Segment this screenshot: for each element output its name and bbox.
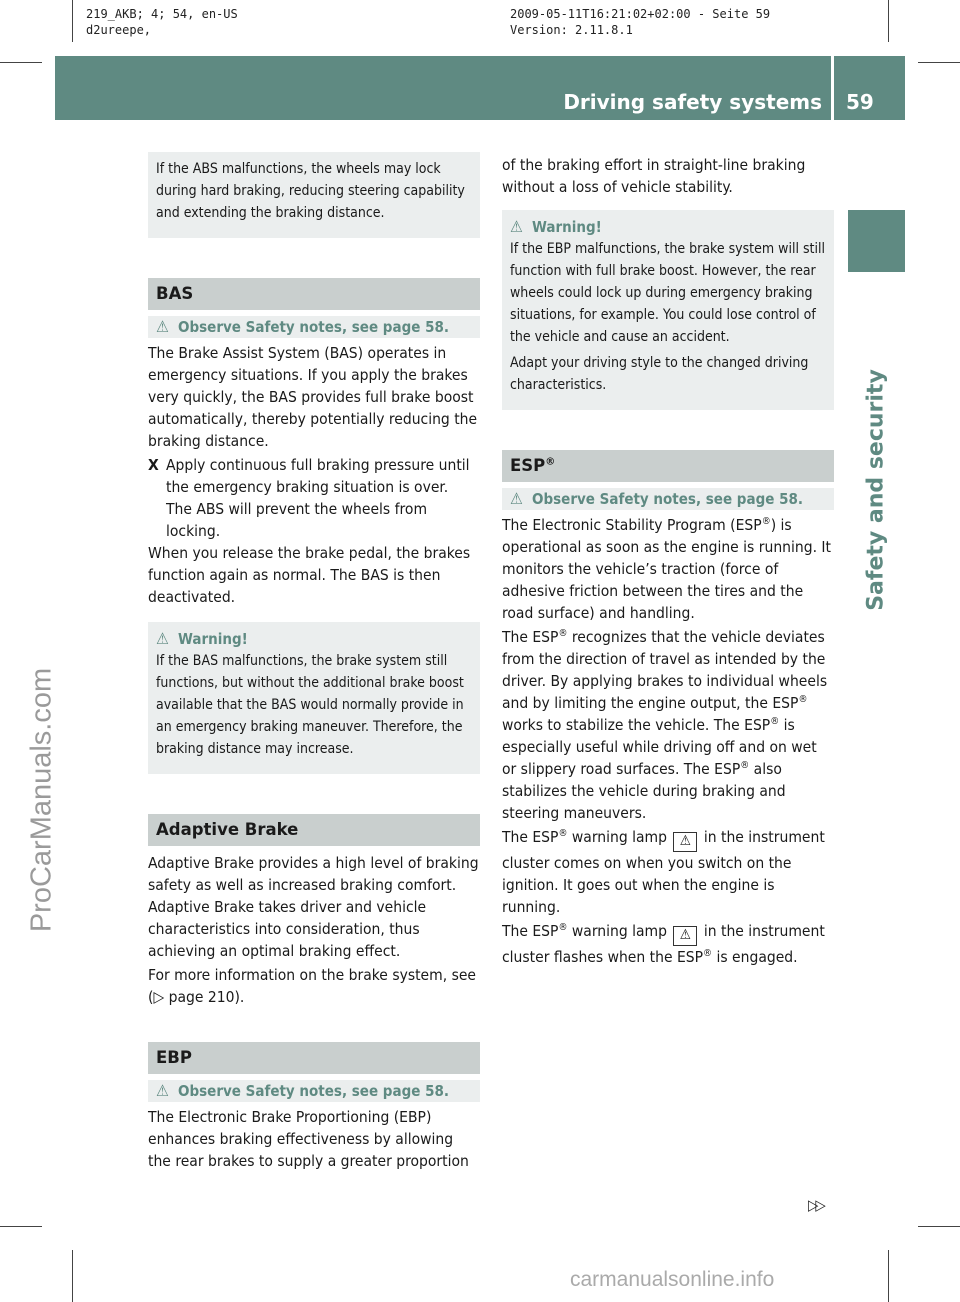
crop-mark xyxy=(0,62,42,63)
warning-triangle-icon: ⚠ xyxy=(156,317,169,336)
chapter-label: Safety and security xyxy=(863,369,889,611)
crop-mark xyxy=(888,1250,889,1302)
print-meta-left xyxy=(86,6,238,38)
esp-paragraph-2 xyxy=(502,626,834,824)
esp-safety-text: Observe Safety notes, see page 58. xyxy=(532,490,803,508)
bas-warning-box xyxy=(148,622,480,774)
esp-p4-part-d: is engaged. xyxy=(712,948,798,966)
bas-step-1 xyxy=(148,454,480,542)
ebp-warning-box xyxy=(502,210,834,410)
side-watermark: ProCarManuals.com xyxy=(25,667,58,933)
ebp-paragraph-1: The Electronic Brake Proportioning (EBP) enhances braking effectiveness by allowing the rear brakes to supply a greater proportion xyxy=(148,1108,469,1170)
step-arrow-icon: X xyxy=(148,456,159,474)
registered-mark: ® xyxy=(703,947,713,959)
page-reference-link[interactable]: ▷ page 210 xyxy=(153,988,235,1006)
section-heading-adaptive-brake: Adaptive Brake xyxy=(148,814,480,846)
crop-mark xyxy=(0,1226,42,1227)
ebp-warning-title xyxy=(510,216,826,238)
crop-mark xyxy=(888,0,889,42)
chapter-tab xyxy=(848,210,905,272)
ebp-safety-text: Observe Safety notes, see page 58. xyxy=(178,1082,449,1100)
adaptive-brake-p2-suffix: ). xyxy=(234,988,245,1006)
registered-mark: ® xyxy=(558,627,568,639)
esp-p2-part-e: also stabilizes the vehicle during braking and steering maneuvers. xyxy=(502,760,786,822)
esp-p2-part-d: is especially useful while driving off and on wet or slippery road surfaces. The ESP xyxy=(502,716,817,778)
header-divider xyxy=(831,56,834,120)
esp-p4-part-c: in the instrument cluster flashes when the ESP xyxy=(502,922,825,966)
section-heading-bas: BAS xyxy=(148,278,480,310)
continued-arrows-icon: ▷▷ xyxy=(808,1196,823,1214)
abs-note-box xyxy=(148,152,480,238)
print-meta-right-line2: Version: 2.11.8.1 xyxy=(510,23,633,37)
warning-triangle-icon: ⚠ xyxy=(156,629,169,648)
registered-mark: ® xyxy=(798,693,808,705)
print-meta-right-line1: 2009-05-11T16:21:02+02:00 - Seite 59 xyxy=(510,7,771,21)
crop-mark xyxy=(72,0,73,42)
crop-mark xyxy=(918,62,960,63)
section-heading-esp xyxy=(502,450,834,482)
registered-mark: ® xyxy=(770,715,780,727)
page-number: 59 xyxy=(846,90,874,114)
section-heading-ebp: EBP xyxy=(148,1042,480,1074)
footer-watermark: carmanualsonline.info xyxy=(570,1268,775,1291)
bas-warning-text: If the BAS malfunctions, the brake system still functions, but without the additional brake boost available that the BAS would normally provide in an emergency braking maneuver. Therefore, the braking distance may increase. xyxy=(156,653,464,757)
esp-p3-part-c: in the instrument cluster comes on when you switch on the ignition. It goes out when the engine is running. xyxy=(502,828,825,916)
registered-mark: ® xyxy=(558,921,568,933)
bas-step-1-result: The ABS will prevent the wheels from locking. xyxy=(166,500,428,540)
ebp-safety-note xyxy=(148,1080,480,1102)
ebp-warning-text-1: If the EBP malfunctions, the brake system will still function with full brake boost. However, the rear wheels could lock up during emergency braking situations, for example. You could lose control of the vehicle and cause an accident. xyxy=(510,241,825,345)
warning-triangle-icon: ⚠ xyxy=(510,489,523,508)
esp-paragraph-4 xyxy=(502,920,834,968)
esp-warning-lamp-icon: ⚠ xyxy=(673,832,697,852)
print-meta-right xyxy=(510,6,770,38)
esp-p3-part-b: warning lamp xyxy=(567,828,667,846)
esp-safety-note xyxy=(502,488,834,510)
crop-mark xyxy=(918,1226,960,1227)
esp-p1-part-a: The Electronic Stability Program (ESP xyxy=(502,516,762,534)
esp-p4-part-b: warning lamp xyxy=(567,922,667,940)
bas-paragraph-2: When you release the brake pedal, the brakes function again as normal. The BAS is then deactivated. xyxy=(148,544,471,606)
esp-paragraph-3 xyxy=(502,826,834,918)
abs-note-text: If the ABS malfunctions, the wheels may lock during hard braking, reducing steering capability and extending the braking distance. xyxy=(156,161,465,221)
print-meta-left-line1: 219_AKB; 4; 54, en-US xyxy=(86,7,238,21)
print-meta-left-line2: d2ureepe, xyxy=(86,23,152,37)
esp-p2-part-c: works to stabilize the vehicle. The ESP xyxy=(502,716,771,734)
esp-p1-part-b: ) is operational as soon as the engine is running. It monitors the vehicle’s traction (force of adhesive friction between the tires and the road surface) and handling. xyxy=(502,516,831,622)
ebp-warning-title-text: Warning! xyxy=(532,218,602,236)
crop-mark xyxy=(72,1250,73,1302)
bas-warning-title xyxy=(156,628,472,650)
bas-paragraph-1: The Brake Assist System (BAS) operates in emergency situations. If you apply the brakes very quickly, the BAS provides full brake boost automatically, thereby potentially reducing the braking distance. xyxy=(148,344,478,450)
esp-p3-part-a: The ESP xyxy=(502,828,559,846)
esp-paragraph-1 xyxy=(502,514,834,624)
bas-safety-text: Observe Safety notes, see page 58. xyxy=(178,318,449,336)
bas-step-1-text: Apply continuous full braking pressure until the emergency braking situation is over. xyxy=(166,456,470,496)
registered-mark: ® xyxy=(740,759,750,771)
adaptive-brake-p2-prefix: For more information on the brake system, see ( xyxy=(148,966,477,1006)
registered-mark: ® xyxy=(558,827,568,839)
ebp-paragraph-1-continued: of the braking effort in straight-line braking without a loss of vehicle stability. xyxy=(502,156,806,196)
warning-triangle-icon: ⚠ xyxy=(510,217,523,236)
adaptive-brake-paragraph-2 xyxy=(148,964,480,1008)
page-title: Driving safety systems xyxy=(563,90,822,114)
esp-p2-part-a: The ESP xyxy=(502,628,559,646)
ebp-warning-text-2: Adapt your driving style to the changed driving characteristics. xyxy=(510,355,809,393)
registered-mark: ® xyxy=(545,456,556,468)
esp-heading-text: ESP xyxy=(510,456,546,475)
right-column xyxy=(502,154,834,970)
warning-triangle-icon: ⚠ xyxy=(156,1081,169,1100)
esp-p4-part-a: The ESP xyxy=(502,922,559,940)
esp-p2-part-b: recognizes that the vehicle deviates from the direction of travel as intended by the driver. By applying brakes to individual wheels and by limiting the engine output, the ESP xyxy=(502,628,828,712)
esp-warning-lamp-icon: ⚠ xyxy=(673,926,697,946)
registered-mark: ® xyxy=(761,515,771,527)
bas-safety-note xyxy=(148,316,480,338)
bas-warning-title-text: Warning! xyxy=(178,630,248,648)
adaptive-brake-paragraph-1: Adaptive Brake provides a high level of braking safety as well as increased braking comfort. Adaptive Brake takes driver and vehicle characteristics into consideration, thus achieving an optimal braking effect. xyxy=(148,854,479,960)
left-column xyxy=(148,152,480,1174)
